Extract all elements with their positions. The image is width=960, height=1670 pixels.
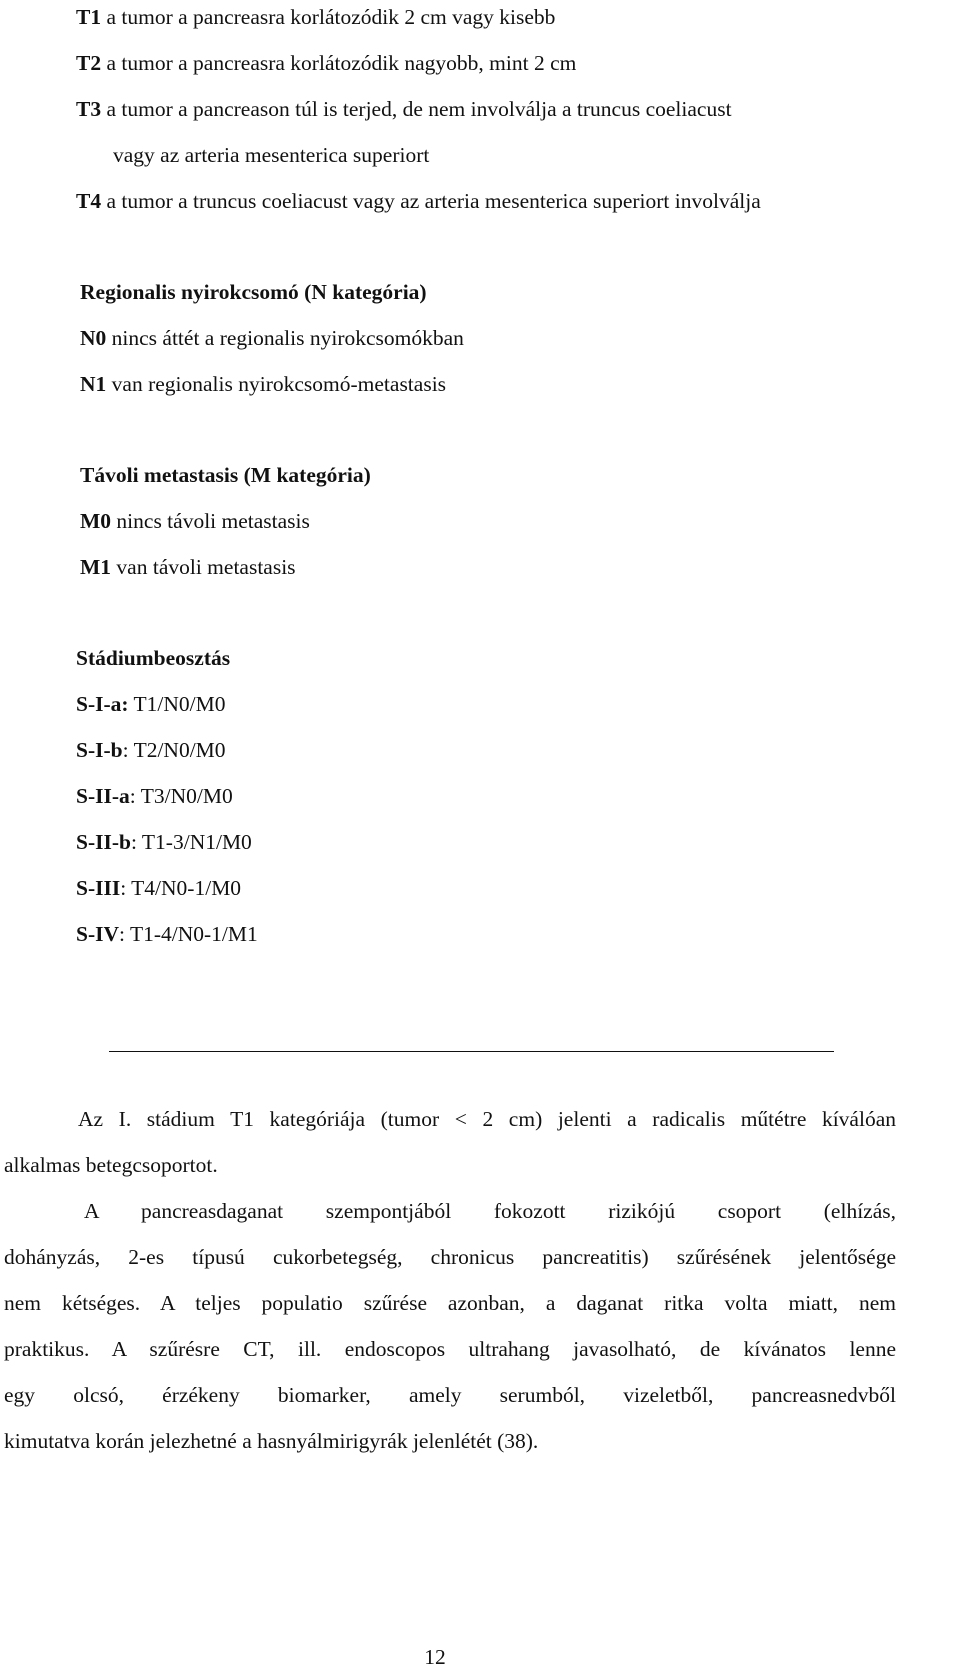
t3-line <box>76 99 732 121</box>
stage-s-ii-a <box>76 786 233 808</box>
stage-s-i-b <box>76 740 226 762</box>
m0-code: M0 <box>80 509 112 533</box>
t1-text: a tumor a pancreasra korlátozódik 2 cm vagy kisebb <box>101 5 556 29</box>
t1-code: T1 <box>76 5 102 29</box>
stage-code: S-I-a: <box>76 692 129 716</box>
n1-code: N1 <box>80 372 107 396</box>
m1-code: M1 <box>80 555 112 579</box>
t3-code: T3 <box>76 97 102 121</box>
t3-text: a tumor a pancreason túl is terjed, de nem involválja a truncus coeliacust <box>101 97 732 121</box>
m1-text: van távoli metastasis <box>111 555 296 579</box>
stage-code: S-II-a <box>76 784 130 808</box>
para1-line1: Az I. stádium T1 kategóriája (tumor < 2 cm) jelenti a radicalis műtétre kíválóan <box>78 1107 896 1131</box>
t2-line <box>76 53 576 75</box>
para2-line6: kimutatva korán jelezhetné a hasnyálmirigyrák jelenlétét (38). <box>4 1429 539 1453</box>
t4-text: a tumor a truncus coeliacust vagy az arteria mesenterica superiort involválja <box>101 189 761 213</box>
stage-s-i-a <box>76 694 226 716</box>
m0-text: nincs távoli metastasis <box>111 509 310 533</box>
para2-line3: nem kétséges. A teljes populatio szűrése azonban, a daganat ritka volta miatt, nem <box>4 1291 896 1315</box>
para2-line5: egy olcsó, érzékeny biomarker, amely serumból, vizeletből, pancreasnedvből <box>4 1383 896 1407</box>
para2-line4: praktikus. A szűrésre CT, ill. endoscopos ultrahang javasolható, de kívánatos lenne <box>4 1337 896 1361</box>
stage-code: S-I-b <box>76 738 123 762</box>
n0-text: nincs áttét a regionalis nyirokcsomókban <box>106 326 464 350</box>
t3-continuation: vagy az arteria mesenterica superiort <box>113 143 430 167</box>
t4-code: T4 <box>76 189 102 213</box>
stage-text: : T1-3/N1/M0 <box>130 830 252 854</box>
t1-line <box>76 7 555 29</box>
m0-line <box>80 511 310 533</box>
para1-line2: alkalmas betegcsoportot. <box>4 1153 218 1177</box>
stage-text: : T4/N0-1/M0 <box>120 876 242 900</box>
stage-s-ii-b <box>76 832 252 854</box>
page-number: 12 <box>424 1645 446 1669</box>
stage-s-iv <box>76 924 258 946</box>
stage-s-iii <box>76 878 241 900</box>
stage-code: S-III <box>76 876 121 900</box>
stage-text: : T3/N0/M0 <box>129 784 233 808</box>
stage-text: : T1-4/N0-1/M1 <box>119 922 258 946</box>
stage-text: T1/N0/M0 <box>128 692 226 716</box>
n0-line <box>80 328 464 350</box>
n1-text: van regionalis nyirokcsomó-metastasis <box>106 372 447 396</box>
section-divider <box>109 1051 834 1052</box>
n1-line <box>80 374 446 396</box>
para2-line2: dohányzás, 2-es típusú cukorbetegség, chronicus pancreatitis) szűrésének jelentősége <box>4 1245 896 1269</box>
m-category-heading: Távoli metastasis (M kategória) <box>80 463 371 487</box>
t4-line <box>76 191 761 213</box>
n0-code: N0 <box>80 326 107 350</box>
para2-line1: A pancreasdaganat szempontjából fokozott rizikójú csoport (elhízás, <box>84 1199 896 1223</box>
stage-text: : T2/N0/M0 <box>122 738 226 762</box>
stage-code: S-II-b <box>76 830 131 854</box>
t2-code: T2 <box>76 51 102 75</box>
n-category-heading: Regionalis nyirokcsomó (N kategória) <box>80 280 427 304</box>
m1-line <box>80 557 296 579</box>
stage-code: S-IV <box>76 922 120 946</box>
staging-heading: Stádiumbeosztás <box>76 646 231 670</box>
t2-text: a tumor a pancreasra korlátozódik nagyobb, mint 2 cm <box>101 51 577 75</box>
